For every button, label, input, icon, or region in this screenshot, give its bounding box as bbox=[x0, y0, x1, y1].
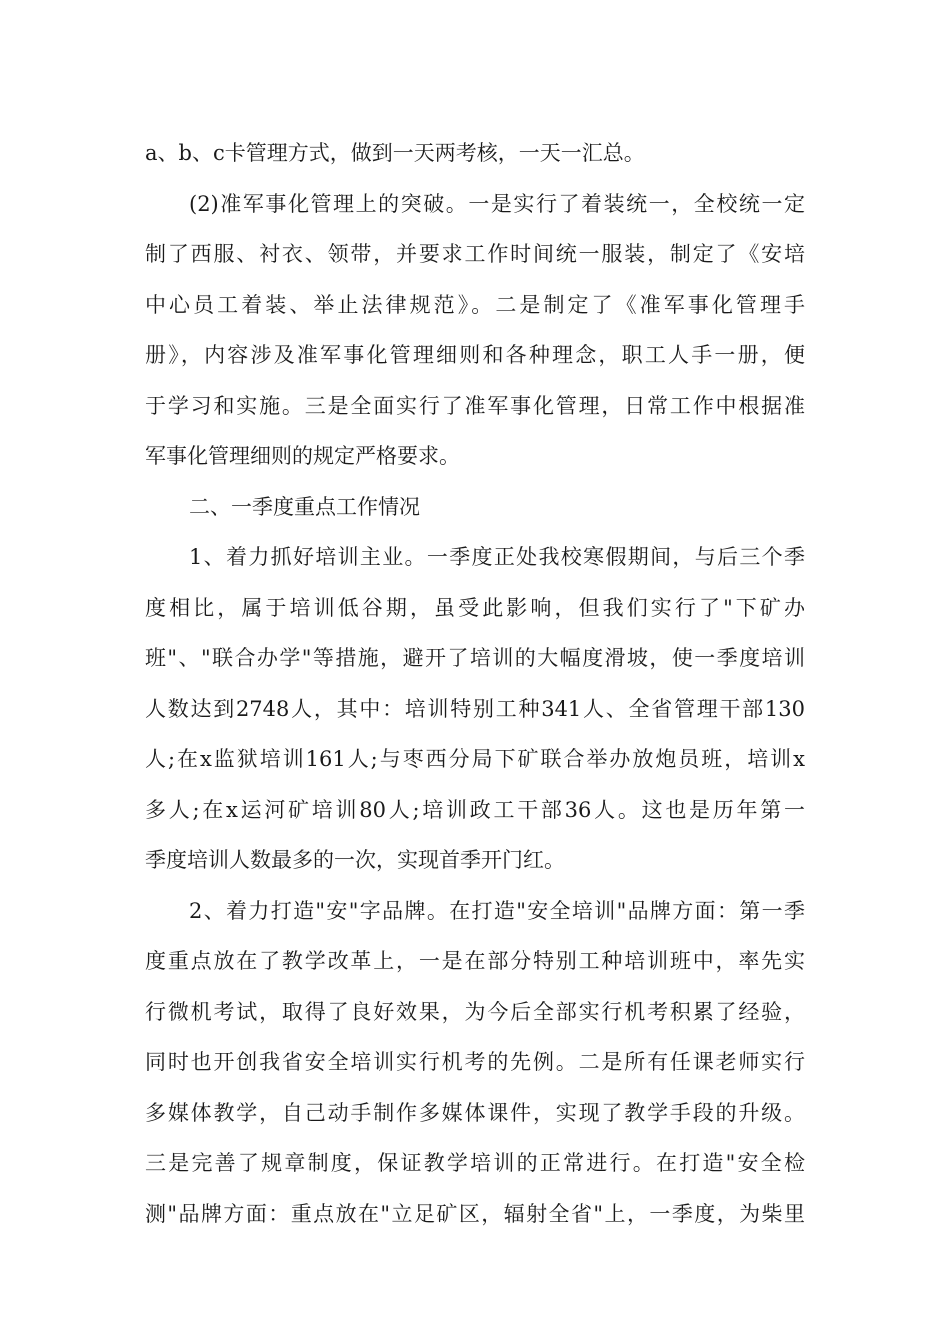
paragraph-military-management bbox=[145, 179, 805, 482]
text-line: 季度培训人数最多的一次，实现首季开门红。 bbox=[145, 848, 565, 872]
section-heading bbox=[145, 482, 805, 533]
text-line: 同时也开创我省安全培训实行机考的先例。二是所有任课老师实行 bbox=[145, 1050, 805, 1074]
text-line: 测"品牌方面：重点放在"立足矿区，辐射全省"上，一季度，为柴里 bbox=[145, 1201, 805, 1226]
text-line: 度重点放在了教学改革上，一是在部分特别工种培训班中，率先实 bbox=[145, 949, 805, 973]
text-line: 班"、"联合办学"等措施，避开了培训的大幅度滑坡，使一季度培训 bbox=[145, 646, 805, 670]
paragraph-brand bbox=[145, 886, 805, 1240]
text-line: 制了西服、衬衣、领带，并要求工作时间统一服装，制定了《安培 bbox=[145, 242, 805, 266]
text-line: 1、着力抓好培训主业。一季度正处我校寒假期间，与后三个季 bbox=[189, 545, 805, 569]
text-line: (2)准军事化管理上的突破。一是实行了着装统一，全校统一定 bbox=[189, 191, 805, 216]
text-line: 三是完善了规章制度，保证教学培训的正常进行。在打造"安全检 bbox=[145, 1151, 805, 1175]
paragraph-training bbox=[145, 532, 805, 886]
text-line: a、b、c卡管理方式，做到一天两考核，一天一汇总。 bbox=[145, 141, 645, 165]
heading-line: 二、一季度重点工作情况 bbox=[189, 494, 420, 519]
text-line: 于学习和实施。三是全面实行了准军事化管理，日常工作中根据准 bbox=[145, 393, 805, 418]
text-line: 行微机考试，取得了良好效果，为今后全部实行机考积累了经验， bbox=[145, 999, 805, 1024]
text-line: 军事化管理细则的规定严格要求。 bbox=[145, 444, 460, 468]
paragraph-continuation bbox=[145, 128, 805, 179]
text-line: 2、着力打造"安"字品牌。在打造"安全培训"品牌方面：第一季 bbox=[189, 898, 805, 923]
text-line: 人数达到2748人，其中：培训特别工种341人、全省管理干部130 bbox=[145, 696, 805, 721]
text-line: 册》，内容涉及准军事化管理细则和各种理念，职工人手一册，便 bbox=[145, 343, 805, 367]
text-line: 中心员工着装、举止法律规范》。二是制定了《准军事化管理手 bbox=[145, 292, 805, 317]
text-line: 度相比，属于培训低谷期，虽受此影响，但我们实行了"下矿办 bbox=[145, 595, 805, 620]
text-line: 多媒体教学，自己动手制作多媒体课件，实现了教学手段的升级。 bbox=[145, 1100, 805, 1125]
document-body bbox=[145, 128, 805, 1239]
text-line: 人;在x监狱培训161人;与枣西分局下矿联合举办放炮员班，培训x bbox=[145, 747, 805, 771]
text-line: 多人;在x运河矿培训80人;培训政工干部36人。这也是历年第一 bbox=[145, 797, 805, 822]
